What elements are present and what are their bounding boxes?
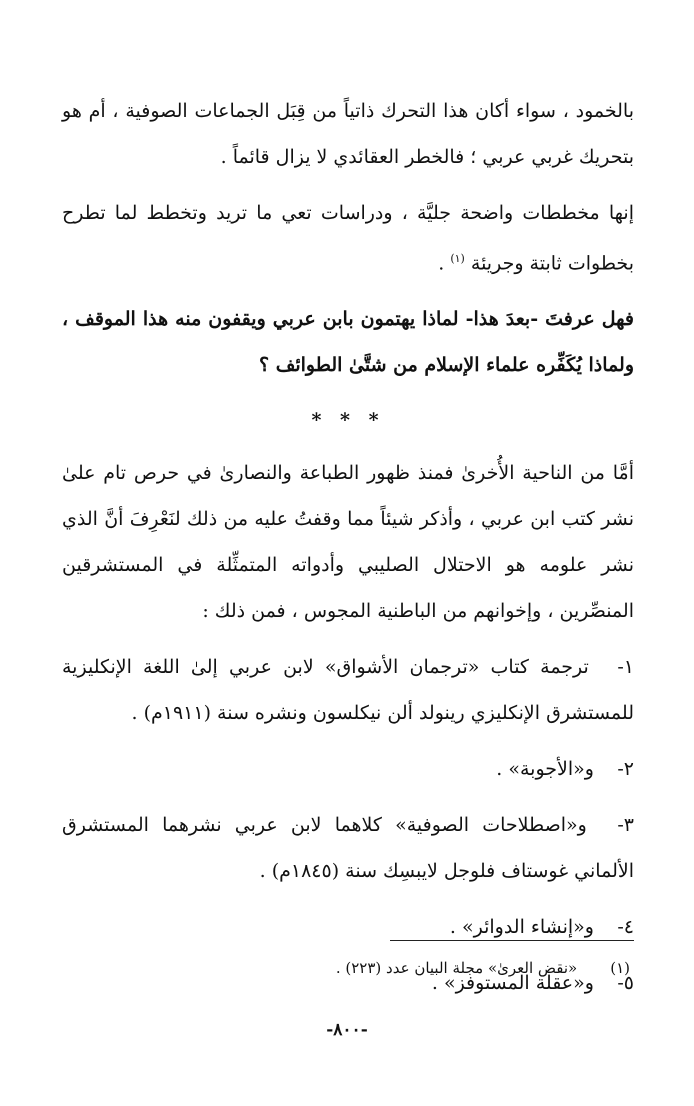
list-item [62, 746, 634, 792]
paragraph-4: أمَّا من الناحية الأُخرىٰ فمنذ ظهور الطباعة والنصارىٰ في حرص تام علىٰ نشر كتب ابن عربي ، وأذكر شيئاً مما وقفتُ عليه من ذلك لنَعْرِفَ أنَّ الذي نشر علومه هو الاحتلال الصليبي وأدواته المتمثِّلة في المستشرقين المنصِّرين ، وإخوانهم من الباطنية المجوس ، فمن ذلك : [62, 462, 634, 623]
page-body [62, 88, 634, 1016]
paragraph-2-end: . [438, 252, 451, 275]
paragraph-3: فهل عرفتَ -بعدَ هذا- لماذا يهتمون بابن عربي ويقفون منه هذا الموقف ، ولماذا يُكَفِّره علماء الإسلام من شتَّىٰ الطوائف ؟ [62, 308, 634, 377]
section-separator-stars: * * * [311, 409, 385, 432]
list-item [62, 802, 634, 894]
list-item-text: و«اصطلاحات الصوفية» كلاهما لابن عربي نشرهما المستشرق الألماني غوستاف فلوجل لايبسِك سنة (١٨٤٥م) . [62, 814, 634, 883]
list-item-number: ٣- [617, 814, 634, 837]
paragraph-1: بالخمود ، سواء أكان هذا التحرك ذاتياً من قِبَل الجماعات الصوفية ، أم هو بتحريك غربي عربي ؛ فالخطر العقائدي لا يزال قائماً . [62, 100, 634, 168]
list-item-number: ٥- [617, 972, 634, 995]
footnote-divider [390, 940, 634, 941]
footnote-number: (١) [610, 959, 630, 977]
list-item [62, 904, 634, 950]
list-item-text: و«الأجوبة» . [496, 758, 594, 781]
list-item-number: ١- [617, 656, 634, 679]
paragraph-2-text: إنها مخططات واضحة جليَّة ، ودراسات تعي ما تريد وتخطط لما تطرح بخطوات ثابتة وجريئة [62, 202, 634, 275]
list-item-number: ٢- [617, 758, 634, 781]
list-item-text: و«إنشاء الدوائر» . [449, 916, 594, 939]
page-number: -٨٠٠- [326, 1020, 368, 1040]
list-item-number: ٤- [617, 916, 634, 939]
footnote-text: «نقض العرىٰ» مجلة البيان عدد (٢٢٣) . [335, 959, 578, 977]
paragraph-2 [62, 190, 634, 286]
publication-list [62, 644, 634, 1006]
footnote [62, 955, 630, 981]
list-item-text: و«عقلة المستوفز» . [431, 972, 594, 995]
list-item-text: ترجمة كتاب «ترجمان الأشواق» لابن عربي إلىٰ اللغة الإنكليزية للمستشرق الإنكليزي رينولد ألن نيكلسون ونشره سنة (١٩١١م) . [62, 656, 634, 725]
footnote-reference[interactable]: (١) [450, 252, 465, 265]
list-item [62, 644, 634, 736]
